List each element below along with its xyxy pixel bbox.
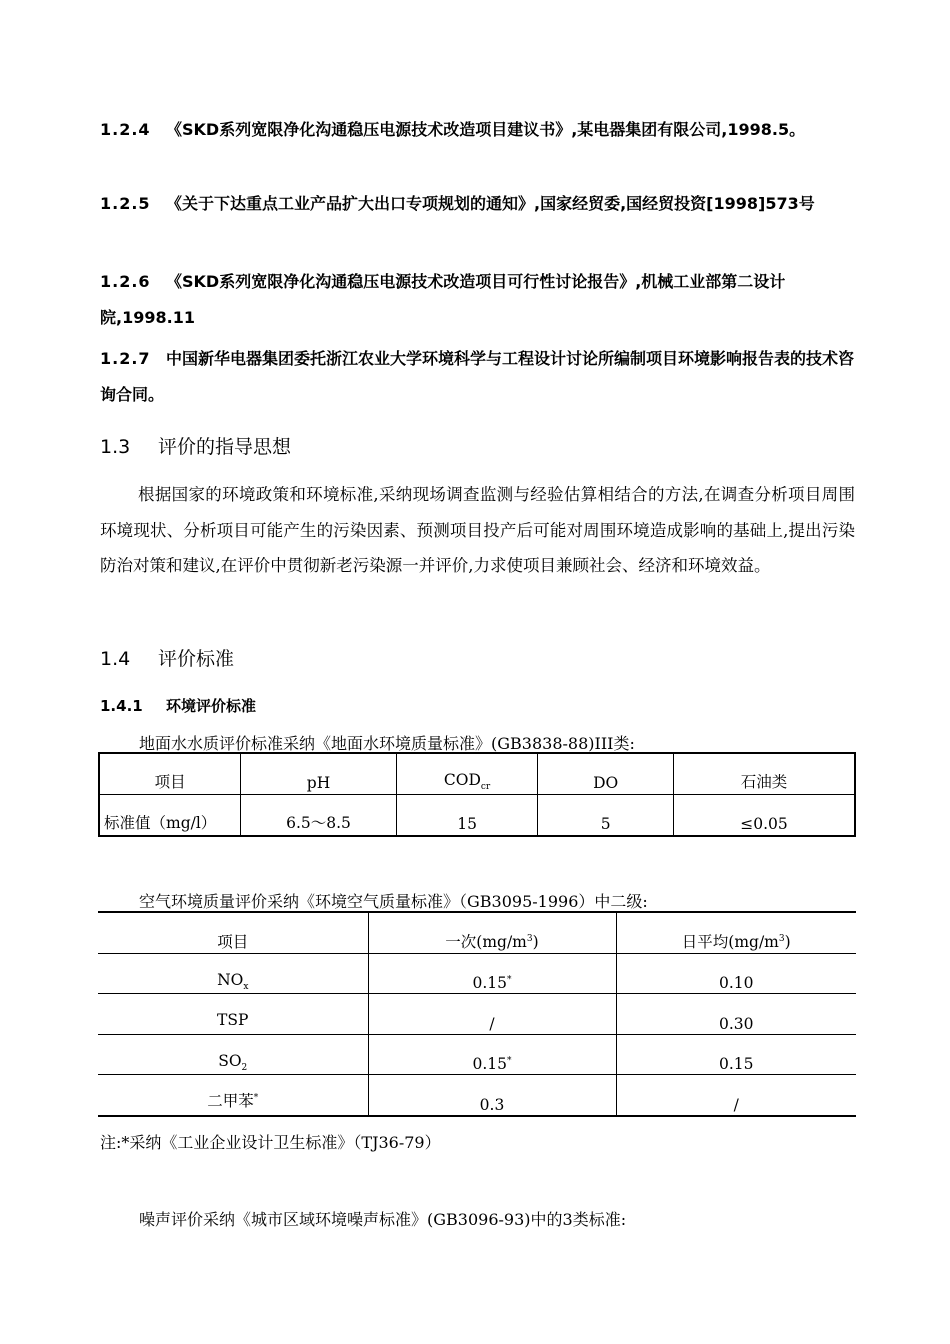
header-daily: 日平均$(mg/m^3)$ <box>616 912 856 953</box>
table-header-row <box>99 753 855 795</box>
reference-number: 1.2.4 <box>100 120 151 139</box>
reference-text: 《SKD系列宽限净化沟通稳压电源技术改造项目可行性讨论报告》,机械工业部第二设计院,1998.11 <box>100 272 786 327</box>
section-heading-1-3 <box>100 432 291 459</box>
cell-daily: 0.10 <box>616 953 856 994</box>
table-header-row <box>98 912 856 953</box>
pollutant-name: TSP <box>98 994 368 1035</box>
cell-once: / <box>368 994 616 1035</box>
table-row <box>98 1034 856 1075</box>
cell-do: 5 <box>538 795 674 837</box>
reference-number: 1.2.7 <box>100 349 151 368</box>
section-title: 环境评价标准 <box>166 697 257 715</box>
cell-once: 0.3 <box>368 1075 616 1116</box>
subsection-heading-1-4-1 <box>100 695 256 716</box>
section-title: 评价标准 <box>158 648 235 670</box>
cell-daily: / <box>616 1075 856 1116</box>
noise-standard-caption: 噪声评价采纳《城市区域环境噪声标准》(GB3096-93)中的3类标准: <box>139 1210 627 1229</box>
cell-once: 0.15* <box>368 1034 616 1075</box>
section-number: 1.4 <box>100 648 131 670</box>
cell-once: 0.15* <box>368 953 616 994</box>
reference-number: 1.2.6 <box>100 272 151 291</box>
header-item: 项目 <box>99 753 241 795</box>
cell-ph: 6.5～8.5 <box>241 795 397 837</box>
row-label: 标准值（mg/l） <box>99 795 241 837</box>
reference-number: 1.2.5 <box>100 194 151 213</box>
cell-daily: 0.15 <box>616 1034 856 1075</box>
reference-item <box>100 112 855 148</box>
header-oil: 石油类 <box>673 753 855 795</box>
pollutant-name: 二甲苯* <box>98 1075 368 1116</box>
reference-text: 《SKD系列宽限净化沟通稳压电源技术改造项目建议书》,某电器集团有限公司,1998.5。 <box>166 120 806 139</box>
table-row <box>98 953 856 994</box>
reference-text: 《关于下达重点工业产品扩大出口专项规划的通知》,国家经贸委,国经贸投资[1998]573号 <box>166 194 815 213</box>
pollutant-name: $SO_2$ <box>98 1034 368 1075</box>
table-row <box>99 795 855 837</box>
header-do: DO <box>538 753 674 795</box>
header-item: 项目 <box>217 932 249 951</box>
section-title: 评价的指导思想 <box>158 436 292 458</box>
cell-oil: ≤0.05 <box>673 795 855 837</box>
section-number: 1.3 <box>100 436 131 458</box>
header-ph: pH <box>241 753 397 795</box>
table-row <box>98 994 856 1035</box>
reference-text: 中国新华电器集团委托浙江农业大学环境科学与工程设计讨论所编制项目环境影响报告表的技术咨询合同。 <box>100 349 855 404</box>
section-heading-1-4 <box>100 644 234 671</box>
header-once: 一次$(mg/m^3)$ <box>368 912 616 953</box>
header-cod: $COD_{cr}$ <box>396 753 538 795</box>
guiding-paragraph: 根据国家的环境政策和环境标准,采纳现场调查监测与经验估算相结合的方法,在调查分析项目周围环境现状、分析项目可能产生的污染因素、预测项目投产后可能对周围环境造成影响的基础上,提出污染防治对策和建议,在评价中贯彻新老污染源一并评价,力求使项目兼顾社会、经济和环境效益。 <box>100 485 855 575</box>
section-number: 1.4.1 <box>100 697 143 715</box>
air-standard-table <box>98 911 856 1117</box>
reference-item <box>100 264 855 336</box>
cell-daily: 0.30 <box>616 994 856 1035</box>
cell-cod: 15 <box>396 795 538 837</box>
reference-item <box>100 186 855 222</box>
pollutant-name: $NO_x$ <box>98 953 368 994</box>
water-standard-table <box>98 752 856 837</box>
reference-item <box>100 341 855 413</box>
air-table-note: 注:*采纳《工业企业设计卫生标准》（TJ36-79） <box>100 1133 441 1152</box>
air-standard-caption: 空气环境质量评价采纳《环境空气质量标准》（GB3095-1996）中二级: <box>139 892 648 911</box>
water-standard-caption: 地面水水质评价标准采纳《地面水环境质量标准》(GB3838-88)III类: <box>139 734 635 753</box>
table-row <box>98 1075 856 1116</box>
